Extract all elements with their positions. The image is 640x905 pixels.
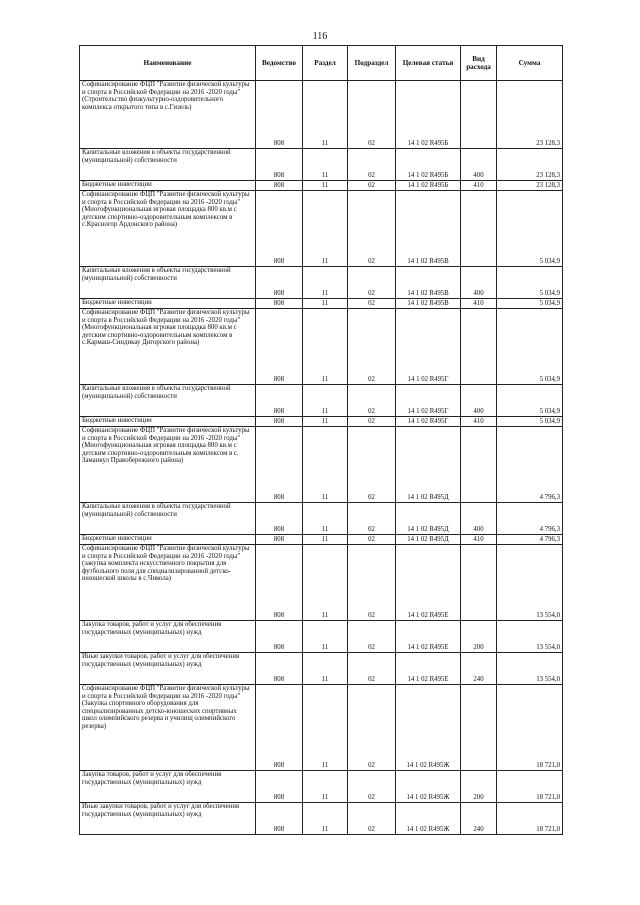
row-vedomstvo: 808 xyxy=(256,309,303,385)
row-podrazdel: 02 xyxy=(348,385,396,417)
row-vedomstvo: 808 xyxy=(256,771,303,803)
row-vid: 400 xyxy=(461,149,497,181)
row-vedomstvo: 808 xyxy=(256,267,303,299)
row-vid xyxy=(461,685,497,771)
row-razdel: 11 xyxy=(303,309,348,385)
row-summa: 5 034,9 xyxy=(497,267,563,299)
row-vedomstvo: 808 xyxy=(256,685,303,771)
row-podrazdel: 02 xyxy=(348,685,396,771)
row-celevaya: 14 1 02 R495В xyxy=(396,267,461,299)
row-summa: 5 034,9 xyxy=(497,385,563,417)
row-vedomstvo: 808 xyxy=(256,427,303,503)
row-summa: 5 034,9 xyxy=(497,191,563,267)
row-razdel: 11 xyxy=(303,181,348,191)
row-vedomstvo: 808 xyxy=(256,535,303,545)
table-row xyxy=(80,685,563,771)
row-name: Софинансирование ФЦП "Развитие физической культуры и спорта в Российской Федерации на 2016 -2020 годы" (Многофункциональная игровая площадка 800 кв.м с детским спортивно-оздоровительным комплексом в с.Красногор Ардонского района) xyxy=(80,191,256,267)
table-row xyxy=(80,81,563,149)
row-name: Капитальные вложения в объекты государственной (муниципальной) собственности xyxy=(80,149,256,181)
row-vid: 200 xyxy=(461,621,497,653)
header-summa: Сумма xyxy=(497,46,563,81)
header-vedomstvo: Ведомство xyxy=(256,46,303,81)
row-celevaya: 14 1 02 R495Е xyxy=(396,545,461,621)
row-razdel: 11 xyxy=(303,545,348,621)
table-row xyxy=(80,535,563,545)
row-podrazdel: 02 xyxy=(348,191,396,267)
row-name: Бюджетные инвестиции xyxy=(80,299,256,309)
table-row xyxy=(80,417,563,427)
row-vid xyxy=(461,545,497,621)
row-vedomstvo: 808 xyxy=(256,149,303,181)
row-summa: 18 721,0 xyxy=(497,685,563,771)
row-vedomstvo: 808 xyxy=(256,503,303,535)
row-razdel: 11 xyxy=(303,385,348,417)
row-name: Софинансирование ФЦП "Развитие физической культуры и спорта в Российской Федерации на 2016 -2020 годы" (Многофункциональная игровая площадка 800 кв.м с детским спортивно-оздоровительным комплексом в с.Кармаш-Синдикау Дигорского района) xyxy=(80,309,256,385)
page-number: 116 xyxy=(312,31,328,42)
row-name: Иные закупки товаров, работ и услуг для обеспечения государственных (муниципальных) нужд xyxy=(80,653,256,685)
row-podrazdel: 02 xyxy=(348,503,396,535)
row-name: Софинансирование ФЦП "Развитие физической культуры и спорта в Российской Федерации на 2016 -2020 годы" (Многофункциональная игровая площадка 800 кв.м с детским спортивно-оздоровительным комплексом в с. Заманкул Правобережного района) xyxy=(80,427,256,503)
row-razdel: 11 xyxy=(303,771,348,803)
row-summa: 23 128,3 xyxy=(497,149,563,181)
table-header-row xyxy=(80,46,563,81)
row-vedomstvo: 808 xyxy=(256,181,303,191)
row-podrazdel: 02 xyxy=(348,81,396,149)
row-vid: 400 xyxy=(461,503,497,535)
row-celevaya: 14 1 02 R495Г xyxy=(396,385,461,417)
row-celevaya: 14 1 02 R495Б xyxy=(396,149,461,181)
row-celevaya: 14 1 02 R495Ж xyxy=(396,771,461,803)
row-name: Капитальные вложения в объекты государственной (муниципальной) собственности xyxy=(80,267,256,299)
row-summa: 23 128,3 xyxy=(497,181,563,191)
row-celevaya: 14 1 02 R495Б xyxy=(396,81,461,149)
table-row xyxy=(80,267,563,299)
row-celevaya: 14 1 02 R495Е xyxy=(396,653,461,685)
row-vedomstvo: 808 xyxy=(256,191,303,267)
row-celevaya: 14 1 02 R495В xyxy=(396,299,461,309)
row-vedomstvo: 808 xyxy=(256,417,303,427)
row-name: Капитальные вложения в объекты государственной (муниципальной) собственности xyxy=(80,503,256,535)
row-razdel: 11 xyxy=(303,417,348,427)
row-vid xyxy=(461,191,497,267)
row-summa: 5 034,9 xyxy=(497,417,563,427)
row-podrazdel: 02 xyxy=(348,621,396,653)
row-vedomstvo: 808 xyxy=(256,385,303,417)
row-summa: 5 034,9 xyxy=(497,299,563,309)
table-row xyxy=(80,191,563,267)
row-vid: 410 xyxy=(461,535,497,545)
row-vedomstvo: 808 xyxy=(256,545,303,621)
row-razdel: 11 xyxy=(303,653,348,685)
budget-table xyxy=(79,45,563,835)
row-celevaya: 14 1 02 R495Д xyxy=(396,503,461,535)
table-row xyxy=(80,653,563,685)
row-name: Софинансирование ФЦП "Развитие физической культуры и спорта в Российской Федерации на 2016 -2020 годы" (Закупка спортивного оборудования для специализированных детско-юношеских спортивных школ олимпийского резерва и училищ олимпийского резерва) xyxy=(80,685,256,771)
row-vedomstvo: 808 xyxy=(256,653,303,685)
row-razdel: 11 xyxy=(303,191,348,267)
table-row xyxy=(80,299,563,309)
row-razdel: 11 xyxy=(303,267,348,299)
row-razdel: 11 xyxy=(303,621,348,653)
row-podrazdel: 02 xyxy=(348,427,396,503)
row-vedomstvo: 808 xyxy=(256,299,303,309)
header-razdel: Раздел xyxy=(303,46,348,81)
row-podrazdel: 02 xyxy=(348,653,396,685)
row-podrazdel: 02 xyxy=(348,299,396,309)
table-row xyxy=(80,503,563,535)
row-celevaya: 14 1 02 R495Ж xyxy=(396,803,461,835)
row-razdel: 11 xyxy=(303,803,348,835)
row-summa: 4 796,3 xyxy=(497,427,563,503)
row-celevaya: 14 1 02 R495Г xyxy=(396,309,461,385)
row-vid xyxy=(461,309,497,385)
row-razdel: 11 xyxy=(303,427,348,503)
row-summa: 13 554,0 xyxy=(497,545,563,621)
row-vid: 400 xyxy=(461,267,497,299)
row-name: Закупка товаров, работ и услуг для обеспечения государственных (муниципальных) нужд xyxy=(80,621,256,653)
row-name: Бюджетные инвестиции xyxy=(80,181,256,191)
row-name: Софинансирование ФЦП "Развитие физической культуры и спорта в Российской Федерации на 2016 -2020 годы" (закупка комплекта искусственного покрытия для футбольного поля для специализированной детско-юношеской школы в с.Чикола) xyxy=(80,545,256,621)
row-vid: 240 xyxy=(461,653,497,685)
row-vid: 410 xyxy=(461,299,497,309)
row-name: Капитальные вложения в объекты государственной (муниципальной) собственности xyxy=(80,385,256,417)
row-celevaya: 14 1 02 R495Г xyxy=(396,417,461,427)
row-summa: 13 554,0 xyxy=(497,653,563,685)
row-podrazdel: 02 xyxy=(348,417,396,427)
table-row xyxy=(80,545,563,621)
row-razdel: 11 xyxy=(303,81,348,149)
row-vid: 200 xyxy=(461,771,497,803)
row-podrazdel: 02 xyxy=(348,181,396,191)
row-podrazdel: 02 xyxy=(348,803,396,835)
row-vid: 240 xyxy=(461,803,497,835)
row-razdel: 11 xyxy=(303,535,348,545)
row-celevaya: 14 1 02 R495Ж xyxy=(396,685,461,771)
table-row xyxy=(80,427,563,503)
row-vedomstvo: 808 xyxy=(256,81,303,149)
row-summa: 18 721,0 xyxy=(497,803,563,835)
row-razdel: 11 xyxy=(303,685,348,771)
row-podrazdel: 02 xyxy=(348,309,396,385)
row-vedomstvo: 808 xyxy=(256,803,303,835)
row-vedomstvo: 808 xyxy=(256,621,303,653)
row-razdel: 11 xyxy=(303,149,348,181)
table-row xyxy=(80,803,563,835)
row-vid: 410 xyxy=(461,181,497,191)
table-row xyxy=(80,309,563,385)
row-name: Бюджетные инвестиции xyxy=(80,417,256,427)
table-row xyxy=(80,621,563,653)
row-summa: 5 034,9 xyxy=(497,309,563,385)
row-celevaya: 14 1 02 R495Д xyxy=(396,535,461,545)
row-podrazdel: 02 xyxy=(348,545,396,621)
header-vid: Вид расхода xyxy=(461,46,497,81)
header-name: Наименование xyxy=(80,46,256,81)
row-summa: 4 796,3 xyxy=(497,535,563,545)
table-row xyxy=(80,149,563,181)
row-celevaya: 14 1 02 R495В xyxy=(396,191,461,267)
row-summa: 18 721,0 xyxy=(497,771,563,803)
row-name: Софинансирование ФЦП "Развитие физической культуры и спорта в Российской Федерации на 2016 -2020 годы" (Строительство физкультурно-оздоровительного комплекса открытого типа в с.Гизель) xyxy=(80,81,256,149)
row-podrazdel: 02 xyxy=(348,771,396,803)
table-row xyxy=(80,181,563,191)
row-summa: 23 128,3 xyxy=(497,81,563,149)
row-name: Иные закупки товаров, работ и услуг для обеспечения государственных (муниципальных) нужд xyxy=(80,803,256,835)
row-celevaya: 14 1 02 R495Д xyxy=(396,427,461,503)
row-vid: 400 xyxy=(461,385,497,417)
row-podrazdel: 02 xyxy=(348,267,396,299)
row-podrazdel: 02 xyxy=(348,535,396,545)
row-celevaya: 14 1 02 R495Б xyxy=(396,181,461,191)
header-celevaya: Целевая статья xyxy=(396,46,461,81)
row-vid: 410 xyxy=(461,417,497,427)
row-name: Бюджетные инвестиции xyxy=(80,535,256,545)
row-razdel: 11 xyxy=(303,299,348,309)
row-vid xyxy=(461,427,497,503)
table-row xyxy=(80,385,563,417)
header-podrazdel: Подраздел xyxy=(348,46,396,81)
row-razdel: 11 xyxy=(303,503,348,535)
row-summa: 4 796,3 xyxy=(497,503,563,535)
row-summa: 13 554,0 xyxy=(497,621,563,653)
row-celevaya: 14 1 02 R495Е xyxy=(396,621,461,653)
row-name: Закупка товаров, работ и услуг для обеспечения государственных (муниципальных) нужд xyxy=(80,771,256,803)
row-vid xyxy=(461,81,497,149)
table-row xyxy=(80,771,563,803)
row-podrazdel: 02 xyxy=(348,149,396,181)
